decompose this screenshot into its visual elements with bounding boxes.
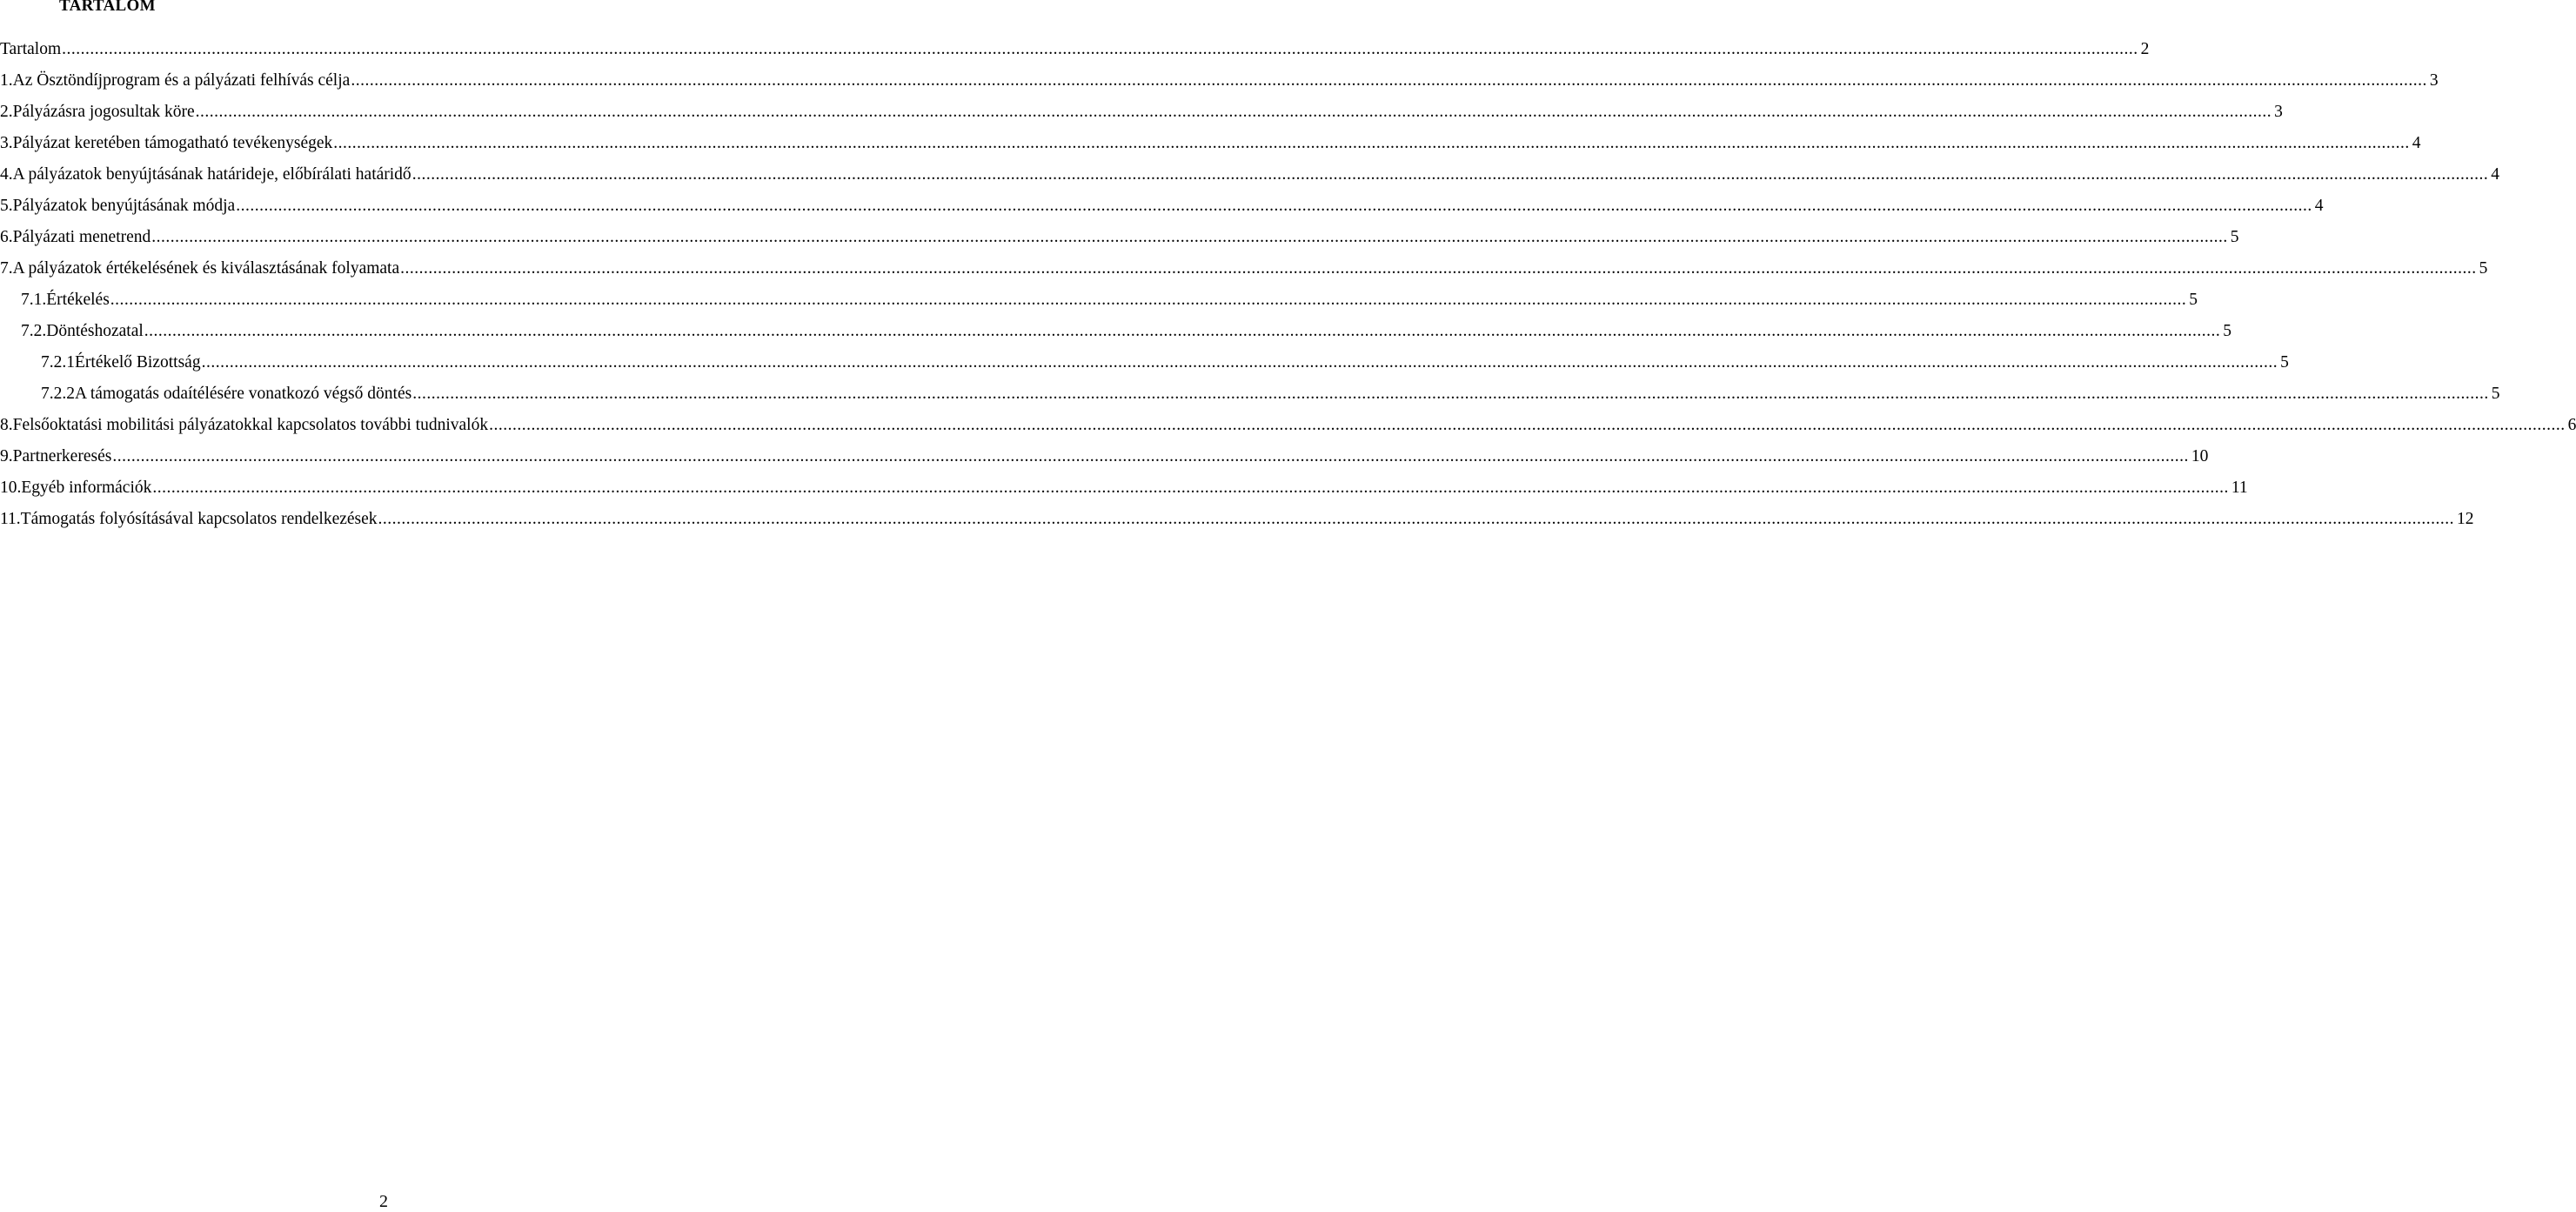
toc-entry-page: 2 [2140, 40, 2150, 58]
toc-entry-title: A pályázatok benyújtásának határideje, előbírálati határidő [12, 165, 411, 184]
dot-leader [196, 99, 2272, 125]
dot-leader [151, 224, 2228, 251]
toc-entry-7-2-2[interactable] [41, 381, 2500, 407]
toc-entry-number: 3. [0, 134, 13, 152]
toc-entry-7[interactable] [0, 256, 2488, 282]
toc-entry-1[interactable] [0, 68, 2439, 94]
toc-entry-title: Az Ösztöndíjprogram és a pályázati felhívás célja [12, 71, 351, 90]
toc-entry-title: Egyéb információk [21, 479, 152, 497]
toc-entry-title: Partnerkeresés [12, 447, 112, 465]
dot-leader [412, 162, 2489, 188]
toc-entry-number: 10. [0, 479, 22, 497]
dot-leader [400, 256, 2477, 282]
toc-entry-page: 5 [2189, 291, 2198, 309]
dot-leader [112, 444, 2189, 470]
toc-entry-page: 4 [2314, 197, 2324, 215]
dot-leader [144, 318, 2221, 345]
toc-entry-6[interactable] [0, 224, 2239, 251]
dot-leader [378, 506, 2455, 532]
page-number: 2 [379, 1192, 388, 1211]
toc-entry-page: 3 [2274, 103, 2283, 121]
dot-leader [489, 412, 2566, 439]
toc-entry-8[interactable] [0, 412, 2576, 439]
toc-entry-title: Pályázat keretében támogatható tevékenységek [12, 134, 333, 152]
toc-entry-11[interactable] [0, 506, 2474, 532]
toc-entry-number: 4. [0, 165, 13, 184]
toc-entry-page: 5 [2491, 385, 2500, 403]
toc-entry-title: Pályázati menetrend [12, 228, 151, 246]
toc-heading: TARTALOM [59, 0, 156, 15]
toc-entry-page: 4 [2491, 165, 2499, 184]
dot-leader [62, 37, 2138, 63]
toc-entry-contents[interactable] [0, 37, 2150, 63]
dot-leader [202, 350, 2278, 376]
toc-entry-3[interactable] [0, 131, 2421, 157]
toc-entry-number: 5. [0, 197, 13, 215]
toc-entry-title: Tartalom [0, 40, 62, 58]
dot-leader [333, 131, 2410, 157]
toc-entry-title: Döntéshozatal [46, 322, 144, 340]
toc-entry-number: 7.1. [21, 291, 47, 309]
toc-entry-title: A pályázatok értékelésének és kiválasztásának folyamata [12, 259, 400, 278]
dot-leader [351, 68, 2427, 94]
toc-entry-number: 1. [0, 71, 13, 90]
toc-entry-number: 7.2.2 [41, 385, 75, 403]
toc-entry-7-1[interactable] [21, 287, 2198, 313]
toc-entry-page: 10 [2191, 447, 2209, 465]
toc-entry-7-2-1[interactable] [41, 350, 2289, 376]
dot-leader [152, 475, 2229, 501]
toc-entry-number: 7.2. [21, 322, 47, 340]
toc-entry-number: 6. [0, 228, 13, 246]
toc-entry-title: Értékelő Bizottság [75, 353, 201, 372]
toc-entry-number: 7.2.1 [41, 353, 75, 372]
toc-entry-number: 8. [0, 416, 13, 434]
toc-entry-page: 5 [2479, 259, 2488, 278]
dot-leader [110, 287, 2187, 313]
toc-entry-page: 6 [2567, 416, 2576, 434]
toc-entry-title: Felsőoktatási mobilitási pályázatokkal kapcsolatos további tudnivalók [12, 416, 489, 434]
toc-entry-7-2[interactable] [21, 318, 2232, 345]
toc-entry-2[interactable] [0, 99, 2283, 125]
toc-entry-page: 4 [2412, 134, 2421, 152]
toc-entry-title: A támogatás odaítélésére vonatkozó végső döntés [75, 385, 412, 403]
toc-entry-number: 11. [0, 510, 21, 528]
dot-leader [236, 193, 2312, 219]
toc-entry-title: Támogatás folyósításával kapcsolatos rendelkezések [20, 510, 378, 528]
toc-entry-10[interactable] [0, 475, 2248, 501]
toc-entry-9[interactable] [0, 444, 2209, 470]
toc-entry-title: Értékelés [46, 291, 110, 309]
toc-entry-page: 5 [2280, 353, 2289, 372]
toc-entry-page: 3 [2429, 71, 2439, 90]
toc-entry-page: 11 [2231, 479, 2248, 497]
toc-entry-title: Pályázásra jogosultak köre [12, 103, 195, 121]
toc-entry-page: 12 [2457, 510, 2474, 528]
toc-entry-page: 5 [2230, 228, 2239, 246]
toc-entry-number: 7. [0, 259, 13, 278]
toc-entry-4[interactable] [0, 162, 2499, 188]
toc-entry-title: Pályázatok benyújtásának módja [12, 197, 236, 215]
toc-entry-5[interactable] [0, 193, 2324, 219]
toc-entry-number: 9. [0, 447, 13, 465]
toc-entry-number: 2. [0, 103, 13, 121]
dot-leader [412, 381, 2489, 407]
toc-entry-page: 5 [2223, 322, 2232, 340]
